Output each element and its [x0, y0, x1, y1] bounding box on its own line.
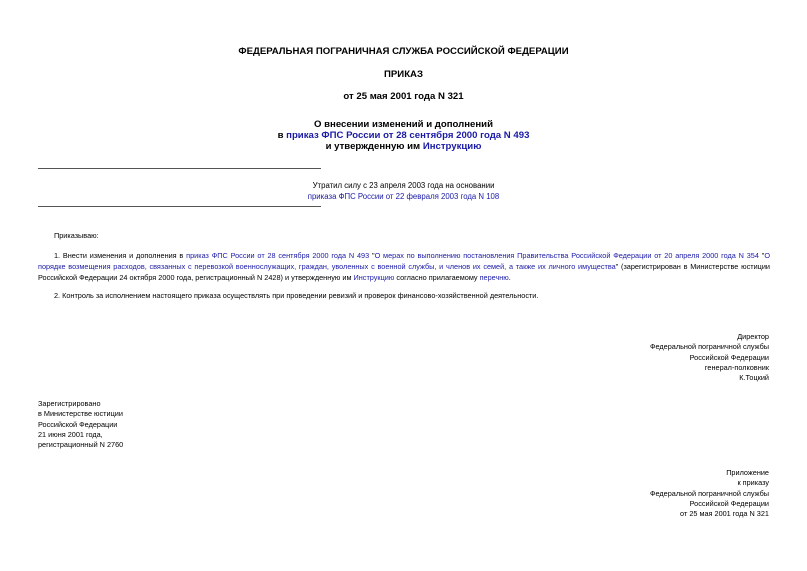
signature-line: генерал-полковник: [704, 362, 769, 372]
p1-reimbursement-link[interactable]: О порядке возмещения расходов, связанных с перевозкой военнослужащих, граждан, уволенных с военной службы, и членов их семей, а также их личного имущества: [38, 251, 771, 271]
status-note-link-line: [0, 191, 807, 202]
appendix-line: от 25 мая 2001 года N 321: [680, 509, 769, 519]
doc-title-line1: О внесении изменений и дополнений: [314, 119, 493, 130]
org-name: ФЕДЕРАЛЬНАЯ ПОГРАНИЧНАЯ СЛУЖБА РОССИЙСКОЙ ФЕДЕРАЦИИ: [238, 46, 569, 57]
registration-line: 21 июня 2001 года,: [38, 429, 103, 439]
registration-line: в Министерстве юстиции: [38, 409, 123, 419]
order-word: Приказываю:: [54, 231, 99, 240]
appendix-block: [650, 468, 769, 519]
registration-line: регистрационный N 2760: [38, 440, 124, 450]
registration-line: Зарегистрировано: [38, 399, 101, 408]
signature-line: К.Тоцкий: [739, 373, 769, 383]
p1-order-493-link[interactable]: приказ ФПС России от 28 сентября 2000 года N 493: [186, 251, 370, 260]
p1-text-a: 1. Внести изменения и дополнения в: [54, 251, 187, 260]
order-108-link[interactable]: приказа ФПС России от 22 февраля 2003 года N 108: [307, 192, 500, 201]
order-493-link[interactable]: приказ ФПС России от 28 сентября 2000 года N 493: [286, 130, 530, 141]
divider-bottom: [38, 206, 321, 207]
doc-title-prefix2: и утвержденную им: [325, 141, 423, 152]
doc-type: ПРИКАЗ: [384, 69, 423, 80]
appendix-line: Федеральной пограничной службы: [649, 488, 769, 498]
p1-decree-354-link[interactable]: О мерах по выполнению постановления Правительства Российской Федерации от 20 апреля 2000 года N 354: [374, 251, 759, 260]
p1-list-link[interactable]: перечню: [479, 273, 509, 282]
doc-title-line3: [0, 141, 807, 152]
signature-line: Директор: [737, 332, 769, 341]
p1-text-e: согласно прилагаемому: [394, 273, 480, 282]
instruction-link[interactable]: Инструкцию: [422, 141, 482, 152]
p1-instruction-link[interactable]: Инструкцию: [353, 273, 395, 282]
signature-block: [650, 332, 769, 383]
appendix-line: Российской Федерации: [689, 498, 769, 508]
p1-text-c: ": [758, 251, 765, 260]
appendix-line: Приложение: [726, 468, 769, 477]
registration-line: Российской Федерации: [38, 419, 118, 429]
doc-title-line2: [0, 130, 807, 141]
p1-text-d: " (зарегистрирован в Министерстве юстиции Российской Федерации 24 октября 2000 года, регистрационный N 2428) и утвержденную им: [38, 262, 770, 282]
appendix-line: к приказу: [737, 478, 769, 488]
p1-text-b: ": [369, 251, 375, 260]
signature-line: Российской Федерации: [689, 352, 769, 362]
doc-date-number: от 25 мая 2001 года N 321: [343, 91, 464, 102]
p1-text-f: .: [508, 273, 511, 282]
status-note: Утратил силу с 23 апреля 2003 года на основании: [312, 181, 495, 190]
paragraph-2: 2. Контроль за исполнением настоящего приказа осуществлять при проведении ревизий и проверок финансово-хозяйственной деятельности.: [54, 291, 539, 300]
paragraph-1: [38, 250, 770, 283]
divider-top: [38, 168, 321, 169]
signature-line: Федеральной пограничной службы: [649, 342, 769, 352]
registration-block: [38, 399, 123, 450]
doc-title-prefix: в: [277, 130, 287, 141]
